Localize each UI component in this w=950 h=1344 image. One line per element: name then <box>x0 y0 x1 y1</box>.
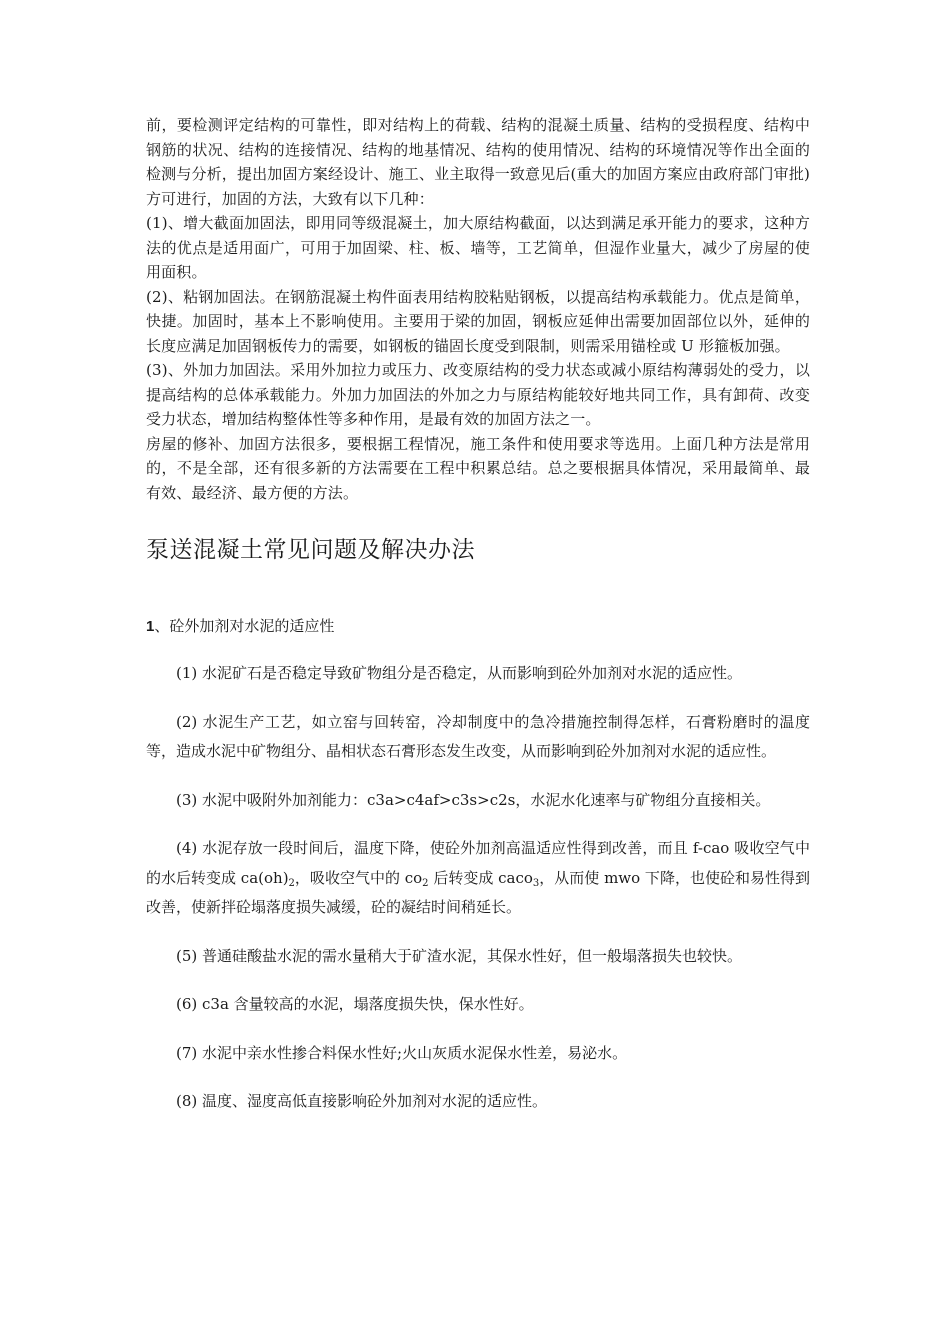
list-item-with-formulas <box>146 834 810 923</box>
subsection-title <box>146 614 810 639</box>
item-4-text-d: ，从而使 mwo 下降，也使砼和易性得到改善，使新拌砼塌落度损失减缓，砼的凝结时间稍延长。 <box>146 868 810 916</box>
item-4-text-a: (4) 水泥存放一段时间后，温度下降，使砼外加剂高温适应性得到改善，而且 f-cao 吸收空气中的水后转变成 ca(oh) <box>146 839 810 887</box>
subscript: 2 <box>422 877 429 889</box>
item-4-text-b: ，吸收空气中的 co <box>294 868 423 887</box>
list-item: (8) 温度、湿度高低直接影响砼外加剂对水泥的适应性。 <box>176 1092 548 1110</box>
list-item: (2) 水泥生产工艺，如立窑与回转窑，冷却制度中的急冷措施控制得怎样，石膏粉磨时的温度等，造成水泥中矿物组分、晶相状态石膏形态发生改变，从而影响到砼外加剂对水泥的适应性。 <box>146 712 810 760</box>
list-item: (7) 水泥中亲水性掺合料保水性好;火山灰质水泥保水性差，易泌水。 <box>176 1043 628 1062</box>
item-list <box>146 659 810 1117</box>
subscript: 3 <box>532 877 540 889</box>
method-1-paragraph: (1)、增大截面加固法，即用同等级混凝土，加大原结构截面，以达到满足承开能力的要求，这种方法的优点是适用面广，可用于加固梁、柱、板、墙等，工艺简单，但湿作业量大，减少了房屋的使用面积。 <box>146 214 810 281</box>
summary-paragraph: 房屋的修补、加固方法很多，要根据工程情况，施工条件和使用要求等选用。上面几种方法是常用的，不是全部，还有很多新的方法需要在工程中积累总结。总之要根据具体情况，采用最简单、最有效、最经济、最方便的方法。 <box>146 434 810 502</box>
subsection-number: 1 <box>146 618 155 635</box>
intro-paragraph-1: 前，要检测评定结构的可靠性，即对结构上的荷载、结构的混凝土质量、结构的受损程度、结构中钢筋的状况、结构的连接情况、结构的地基情况、结构的使用情况、结构的环境情况等作出全面的检测与分析，提出加固方案经设计、施工、业主取得一致意见后(重大的加固方案应由政府部门审批)方可进行，加固的方法，大致有以下几种： <box>146 116 810 208</box>
subscript: 2 <box>288 877 295 889</box>
document-page <box>146 113 810 1117</box>
item-4-text-c: 后转变成 caco <box>428 868 533 887</box>
list-item: (1) 水泥矿石是否稳定导致矿物组分是否稳定，从而影响到砼外加剂对水泥的适应性。 <box>176 664 743 682</box>
intro-section <box>146 113 810 505</box>
method-3-paragraph: (3)、外加力加固法。采用外加拉力或压力、改变原结构的受力状态或减小原结构薄弱处的受力，以提高结构的总体承载能力。外加力加固法的外加之力与原结构能较好地共同工作，具有卸荷、改变受力状态，增加结构整体性等多种作用，是最有效的加固方法之一。 <box>146 361 810 428</box>
list-item: (5) 普通硅酸盐水泥的需水量稍大于矿渣水泥，其保水性好，但一般塌落损失也较快。 <box>176 946 743 965</box>
section-heading: 泵送混凝土常见问题及解决办法 <box>146 537 475 563</box>
subsection-title-text: 、砼外加剂对水泥的适应性 <box>154 617 335 635</box>
list-item: (6) c3a 含量较高的水泥，塌落度损失快，保水性好。 <box>176 995 534 1013</box>
list-item: (3) 水泥中吸附外加剂能力：c3a>c4af>c3s>c2s，水泥水化速率与矿物组分直接相关。 <box>176 790 771 809</box>
method-2-paragraph: (2)、粘钢加固法。在钢筋混凝土构件面表用结构胶粘贴钢板，以提高结构承载能力。优点是简单，快捷。加固时，基本上不影响使用。主要用于梁的加固，钢板应延伸出需要加固部位以外，延伸的长度应满足加固钢板传力的需要，如钢板的锚固长度受到限制，则需采用锚栓或 U 形箍板加强。 <box>146 287 810 355</box>
